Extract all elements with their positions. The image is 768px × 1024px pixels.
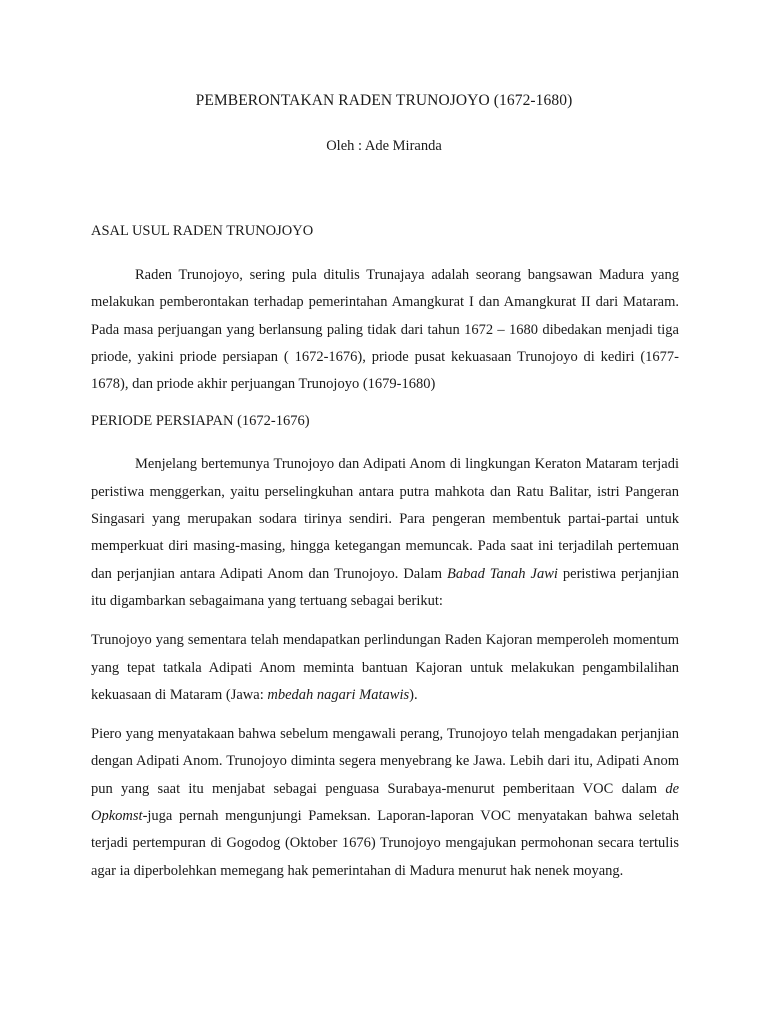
document-author: Oleh : Ade Miranda <box>326 138 442 154</box>
paragraph-trunojoyo-kajoran-text-a: Trunojoyo yang sementara telah mendapatkan perlindungan Raden Kajoran memperoleh momentum yang tepat tatkala Adipati Anom meminta bantuan Kajoran untuk melakukan pengambilalihan kekuasaan di Mataram (Jawa: <box>91 632 679 703</box>
document-title: PEMBERONTAKAN RADEN TRUNOJOYO (1672-1680) <box>195 92 573 109</box>
paragraph-menjelang-text-a: Menjelang bertemunya Trunojoyo dan Adipati Anom di lingkungan Keraton Mataram terjadi peristiwa menggerkan, yaitu perselingkuhan antara putra mahkota dan Ratu Balitar, istri Pangeran Singasari yang merupakan sodara tirinya sendiri. Para pengeran membentuk partai-partai untuk memperkuat diri masing-masing, hingga ketegangan memuncak. Pada saat ini terjadilah pertemuan dan perjanjian antara Adipati Anom dan Trunojoyo. Dalam <box>91 456 679 582</box>
mbedah-nagari-italic: mbedah nagari Matawis <box>267 686 410 703</box>
paragraph-asal-usul: Raden Trunojoyo, sering pula ditulis Trunajaya adalah seorang bangsawan Madura yang melakukan pemberontakan terhadap pemerintahan Amangkurat I dan Amangkurat II dari Mataram. Pada masa perjuangan yang berlansung paling tidak dari tahun 1672 – 1680 dibedakan menjadi tiga priode, yakini priode persiapan ( 1672-1676), priode pusat kekuasaan Trunojoyo di kediri (1677-1678), dan priode akhir perjuangan Trunojoyo (1679-1680) <box>91 267 679 393</box>
paragraph-menjelang <box>91 451 679 615</box>
paragraph-trunojoyo-kajoran <box>91 627 679 709</box>
paragraph-menjelang-text-b: peristiwa perjanjian itu digambarkan sebagaimana yang tertuang sebagai berikut: <box>91 565 679 609</box>
paragraph-piero <box>91 721 679 885</box>
de-opkomst-italic: de Opkomst <box>91 780 679 825</box>
document-body <box>91 222 679 885</box>
babad-tanah-jawi-italic: Babad Tanah Jawi <box>446 565 558 582</box>
section-heading-asal-usul: ASAL USUL RADEN TRUNOJOYO <box>91 223 314 239</box>
paragraph-piero-text-a: Piero yang menyatakaan bahwa sebelum mengawali perang, Trunojoyo telah mengadakan perjanjian dengan Adipati Anom. Trunojoyo diminta segera menyebrang ke Jawa. Lebih dari itu, Adipati Anom pun yang saat itu menjabat sebagai penguasa Surabaya-menurut pemberitaan VOC dalam <box>91 726 679 797</box>
paragraph-piero-text-b: -juga pernah mengunjungi Pameksan. Laporan-laporan VOC menyatakan bahwa seletah terjadi pertempuran di Gogodog (Oktober 1676) Trunojoyo mengajukan permohonan secara tertulis agar ia diperbolehkan memegang hak pemerintahan di Madura menurut hak nenek moyang. <box>91 808 679 879</box>
paragraph-trunojoyo-kajoran-text-b: ). <box>409 686 418 703</box>
section-heading-periode-persiapan: PERIODE PERSIAPAN (1672-1676) <box>91 413 310 430</box>
